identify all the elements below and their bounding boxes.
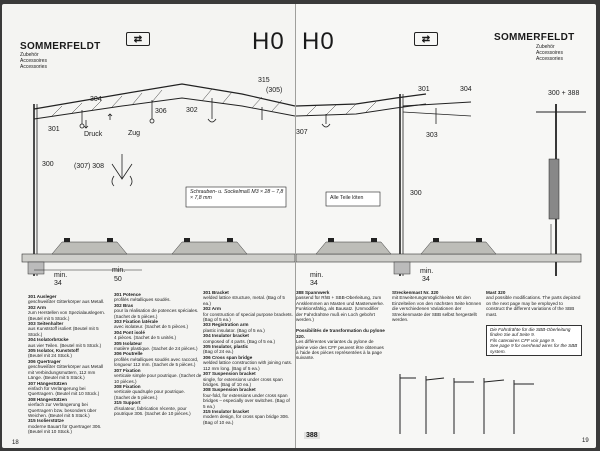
text-320: mit Erweiterungsmöglichkeiten Mit den Einzelteilen von den nächsten Seite können die verschiedenen Variationen der Streckenmaste der SBB selbst hergestellt werden. <box>392 295 482 323</box>
fr-entry-307 <box>114 368 202 384</box>
fr-entry-303 <box>114 319 202 330</box>
de-entry-307 <box>28 381 110 397</box>
entry-heading: 306 Cross span bridge <box>203 354 253 360</box>
brand-sub-en-right: Accessories <box>536 56 563 62</box>
entry-heading: 301 Bracket <box>203 290 229 295</box>
entry-text: zum Herstellen von Spezialauslegern. (Beutel mit 5 Stück.) <box>28 310 106 321</box>
brand-sub-en: Accessories <box>20 64 47 70</box>
brand-sub-de-right: Zubehör <box>536 44 555 50</box>
entry-heading: 302 Arm <box>203 306 221 312</box>
heading-mast: Mast 320 <box>486 290 506 295</box>
entry-text: four-fold, for extensions under cross span bridges – especially over switches. (Bag of 5 ea.) <box>203 392 290 409</box>
wire-ref-de: Die Fahrdrähte für die SBB-Oberleitung finden Sie auf Seite 9. <box>490 327 571 338</box>
entry-text: verticale simple pour poutrique. (Sachet de 10 pièces.) <box>114 373 202 384</box>
en-entry-307 <box>203 371 293 387</box>
entry-text: pour la réalisation de potences spéciales. (Sachet de 5 pièces.) <box>114 308 199 319</box>
catenary-diagram <box>2 64 295 284</box>
scale-label-right: H0 <box>302 28 335 55</box>
fr-entry-308 <box>114 384 202 400</box>
dim-34b-right: 34 <box>310 280 318 287</box>
label-301: 301 <box>48 126 60 133</box>
brand-logo-right: SOMMERFELDT <box>494 32 575 43</box>
label-302: 302 <box>186 107 198 114</box>
text-388: passend für RhB + SBB-Oberleitung, zum Ansklemmen an Masten und Mastenwerke. Funktionsfähig, als Bausatz. (Unmodifier der Fahrdrahtne muß ein Loch gebohrt werden.) <box>296 295 385 323</box>
entry-text: geschweißter Gitterkörper aus Metall mit Verbindungsmuttern, 112 mm Länge. (Beutel mit 5 Stück.) <box>28 364 104 381</box>
entry-text: geschweißter Gitterkörper aus Metall. <box>28 299 105 305</box>
label-300-388: 300 + 388 <box>548 90 580 97</box>
entry-heading: 302 Bras <box>114 302 134 308</box>
dim-34: 34 <box>54 280 62 287</box>
dim-34-right: 34 <box>422 276 430 283</box>
fr-entry-305 <box>114 341 202 352</box>
entry-text: profilés métalliques soudés avec raccord, longueur 112 mm. (Sachet de 5 pièces.) <box>114 356 199 368</box>
wire-ref-fr: Fils catenaires CFF voir page 9. <box>490 337 556 343</box>
entry-heading: 302 Arm <box>28 304 46 310</box>
label-307-308: (307) 308 <box>74 163 104 170</box>
entry-heading: 307 Hängestützen <box>28 380 68 386</box>
entry-heading: 315 Insulator bracket <box>203 408 249 414</box>
de-entry-308 <box>28 397 110 419</box>
text-column-french <box>114 292 202 416</box>
en-entry-308 <box>203 387 293 409</box>
entry-heading: 305 Isolator, Kunststoff <box>28 348 79 354</box>
entry-text: welded lattice construction with joining nuts. 112 mm long. (Bag of 5 ea.) <box>203 360 293 371</box>
left-page <box>2 4 295 448</box>
brand-sub-de: Zubehör <box>20 52 39 58</box>
entry-heading: 304 Insulator bracket <box>203 333 249 339</box>
entry-heading: 303 Fixation latérale <box>114 319 158 325</box>
entry-heading: 306 Poutrelle <box>114 351 143 357</box>
label-zug: Zug <box>128 130 141 137</box>
brand-subtitle-right <box>536 44 563 62</box>
fr-entry-304 <box>114 330 202 341</box>
right-page <box>296 4 596 448</box>
text-column-388 <box>296 290 386 361</box>
entry-heading: 308 Fixation <box>114 383 141 389</box>
text-mast: and possible modifications. The parts depicted on the next page may be employed to construct the different variations of the SBB mast. <box>486 295 581 317</box>
entry-text: single, for extensions under cross span bridges. (Bag of 10 ea.) <box>203 376 283 387</box>
entry-text: modern design, for cross span bridge 306. (Bag of 10 ea.) <box>203 414 290 425</box>
entry-text: for construction of special purpose brackets. (Bag of 5 ea.) <box>203 311 293 323</box>
entry-text: composed of 4 parts. (Bag of 5 ea.) <box>203 338 276 344</box>
label-druck: Druck <box>84 131 103 138</box>
entry-heading: 301 Potence <box>114 292 141 297</box>
en-entry-315 <box>203 409 293 425</box>
text-pylone: Les différentes variantes du pylone de pleine voie des CFF peuvent être obtenues à l'aide des pièces représentées à la page suivante. <box>296 339 384 361</box>
de-entry-301 <box>28 294 110 305</box>
text-column-english <box>203 290 293 425</box>
entry-heading: 303 Registration arm <box>203 322 249 328</box>
de-entry-315 <box>28 418 110 434</box>
en-entry-302 <box>203 306 293 322</box>
de-entry-305 <box>28 348 110 359</box>
entry-heading: 308 Hängestützen <box>28 396 68 402</box>
label-306: 306 <box>155 108 167 115</box>
entry-heading: 315 Support <box>114 400 141 406</box>
sbb-cross-icon-right: ⇄ <box>414 32 438 46</box>
heading-320: Streckenmast Nr. 320 <box>392 290 439 295</box>
en-entry-303 <box>203 322 293 333</box>
heading-pylone: Possibilités de transformation du pylone 320. <box>296 328 385 339</box>
mast-variants-illustration <box>392 364 542 442</box>
entry-heading: 304 Pont isolé <box>114 329 145 335</box>
entry-heading: 306 Quertrager <box>28 358 61 364</box>
entry-text: aus Kunststoff isoliert (Beutel mit 5 Stück.) <box>28 326 99 337</box>
label-307-right: 307 <box>296 129 308 136</box>
en-entry-305 <box>203 344 293 355</box>
solder-note: Alle Teile löten <box>330 195 364 201</box>
dim-min-2: min. <box>112 267 126 274</box>
entry-text: matière plastique. (Sachet de 24 pièces.) <box>114 346 198 352</box>
en-entry-306 <box>203 355 293 371</box>
dim-min2-right: min. <box>310 272 324 279</box>
label-300: 300 <box>42 161 54 168</box>
label-304: 304 <box>90 96 102 103</box>
brand-logo: SOMMERFELDT <box>20 41 101 52</box>
dim-50: 50 <box>114 276 122 283</box>
entry-text: (Bag of 24 ea.) <box>203 349 234 355</box>
page-number-left: 18 <box>12 440 19 446</box>
page-number-right: 19 <box>582 438 589 444</box>
entry-text: 4 pièces. (Sachet de 5 unités.) <box>114 335 177 341</box>
entry-text: plastic insulator. (Bag of 5 ea.) <box>203 327 265 333</box>
entry-text: moderne Bauart für Quertrager 306. (Beutel mit 10 Stück.) <box>28 423 102 435</box>
de-entry-306 <box>28 359 110 381</box>
entry-heading: 307 Fixation <box>114 367 141 373</box>
fr-entry-302 <box>114 303 202 319</box>
en-entry-304 <box>203 333 293 344</box>
entry-text: verticale quadruple pour poutrique. (Sachet de 5 pièces.) <box>114 389 185 400</box>
de-entry-302 <box>28 305 110 321</box>
en-entry-301 <box>203 290 293 306</box>
entry-text: profilés métalliques soudés. <box>114 297 171 303</box>
label-305: (305) <box>266 87 283 94</box>
entry-text: aus vier Teilen. (Beutel mit 5 Stück.) <box>28 342 102 348</box>
dim-min-1: min. <box>54 272 68 279</box>
brand-sub-fr: Accessoires <box>20 58 47 64</box>
scale-label: H0 <box>252 28 285 55</box>
label-315: 315 <box>258 77 270 84</box>
text-column-mast <box>486 290 582 356</box>
fr-entry-301 <box>114 292 202 303</box>
label-303-right: 303 <box>426 132 438 139</box>
wire-ref-en: See page 9 for overhead wires for the SBB system. <box>490 343 578 354</box>
entry-heading: 315 Isolierstütze <box>28 418 64 424</box>
heading-388: 388 Spannwerk <box>296 290 330 295</box>
fr-entry-315 <box>114 400 202 416</box>
entry-text: avec isolateur. (Sachet de 5 pièces.) <box>114 324 189 330</box>
dim-min-right: min. <box>420 268 434 275</box>
entry-heading: 305 Insulator, plastic <box>203 344 249 350</box>
entry-text: vierfach zur Verlängerung bei Quertragern bzw. besonders über Weichen. (Beutel mit 5 Stück.) <box>28 402 97 418</box>
entry-heading: 305 Isolateur <box>114 340 143 346</box>
entry-heading: 307 Suspension bracket <box>203 371 256 377</box>
label-301-right: 301 <box>418 86 430 93</box>
entry-text: einfach für Verlängerung bei Quertragern. (Beutel mit 10 Stück.) <box>28 385 100 397</box>
entry-heading: 301 Ausleger <box>28 294 57 299</box>
sbb-cross-icon: ⇄ <box>126 32 150 46</box>
screw-dimension-note: Schrauben- u. Sockelmaß M3 × 28 – 7,8 × 7,8 mm <box>190 189 284 201</box>
de-entry-303 <box>28 321 110 337</box>
entry-text: d'isolateur, fabrication récente, pour poutrique 306. (Sachet de 10 pièces.) <box>114 405 191 416</box>
fr-entry-306 <box>114 351 202 367</box>
label-388-thumb: 388 <box>306 432 318 439</box>
label-300-right: 300 <box>410 190 422 197</box>
de-entry-304 <box>28 337 110 348</box>
wire-reference-box <box>486 325 582 356</box>
brand-sub-fr-right: Accessoires <box>536 50 563 56</box>
entry-heading: 304 Isolatorbrücke <box>28 337 69 343</box>
label-304-right: 304 <box>460 86 472 93</box>
entry-heading: 303 Seitenhalter <box>28 321 64 327</box>
entry-text: welded lattice structure, metal. (Bag of 5 ea.) <box>203 295 285 306</box>
entry-text: (Beutel mit 24 Stück.) <box>28 353 72 359</box>
entry-heading: 308 Suspension bracket <box>203 387 256 393</box>
catenary-diagram-right <box>296 64 596 284</box>
text-column-320 <box>392 290 484 322</box>
text-column-german <box>28 294 110 435</box>
